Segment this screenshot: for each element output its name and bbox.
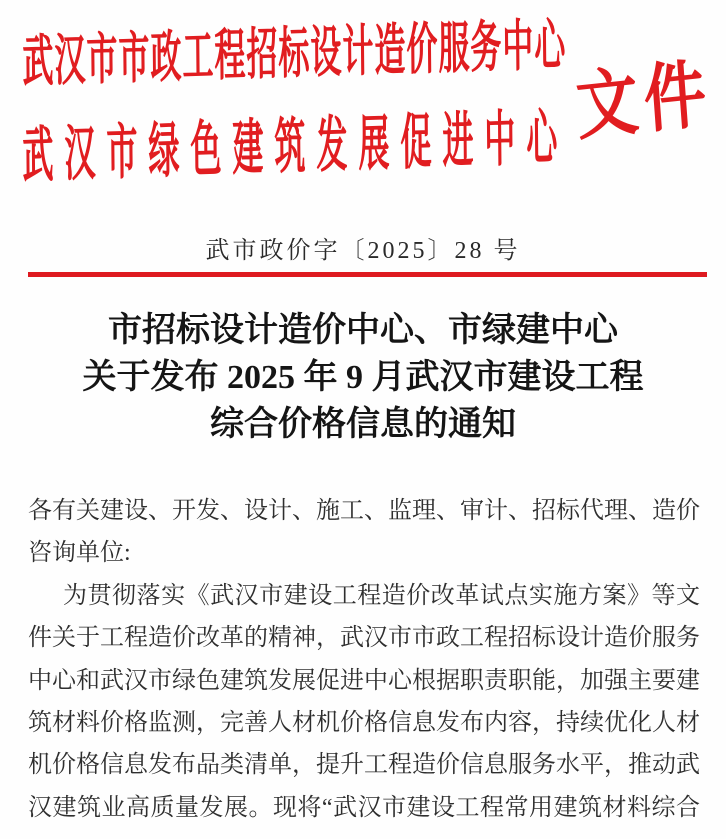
body-line: 机价格信息发布品类清单，提升工程造价信息服务水平，推动武 [28, 752, 700, 779]
document-title [0, 307, 726, 448]
title-line-3: 综合价格信息的通知 [210, 406, 516, 443]
document-type-label: 文件 [573, 52, 715, 150]
body-line: 中心和武汉市绿色建筑发展促进中心根据职责职能，加强主要建 [28, 667, 700, 694]
letterhead [0, 0, 726, 215]
document-number: 武市政价字〔2025〕28 号 [205, 238, 521, 264]
body-line: 件关于工程造价改革的精神，武汉市市政工程招标设计造价服务 [28, 625, 700, 652]
agency-name-line-1: 武汉市市政工程招标设计造价服务中心 [22, 13, 567, 94]
red-separator-line [28, 272, 707, 277]
title-line-1: 市招标设计造价中心、市绿建中心 [108, 312, 618, 349]
body-line-paragraph-start: 为贯彻落实《武汉市建设工程造价改革试点实施方案》等文 [63, 582, 700, 609]
agency-name-line-2: 武汉市绿色建筑发展促进中心 [22, 103, 569, 190]
title-line-2: 关于发布 2025 年 9 月武汉市建设工程 [82, 359, 644, 396]
body-line-salutation-end: 咨询单位: [28, 540, 131, 567]
body-line: 筑材料价格监测，完善人材机价格信息发布内容，持续优化人材 [28, 710, 700, 737]
document-body [28, 490, 700, 829]
body-line: 汉建筑业高质量发展。现将“武汉市建设工程常用建筑材料综合 [28, 794, 700, 821]
body-line-salutation: 各有关建设、开发、设计、施工、监理、审计、招标代理、造价 [28, 498, 700, 524]
